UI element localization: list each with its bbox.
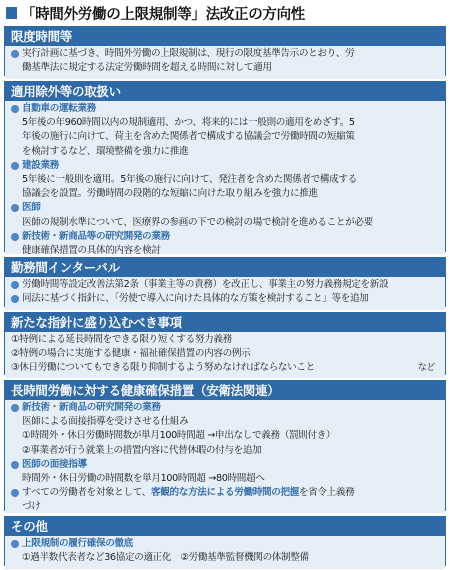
bullet-dot-icon [11, 461, 19, 469]
section-heading: 適用除外等の取扱い [5, 82, 445, 101]
section-new-guidelines: 新たな指針に盛り込むべき事項 ①特例による延長時間をできる限り短くする努力義務 ②特例の場合に実施する健康・福祉確保措置の内容の例示 ③休日労働についてもできる限り抑制するよう努めなければならないこと など [4, 312, 446, 375]
bullet-dot-icon [11, 295, 19, 303]
section-heading: 新たな指針に盛り込むべき事項 [5, 313, 445, 332]
page-title: 「時間外労働の上限規制等」法改正の方向性 [6, 2, 446, 24]
bullet-dot-icon [11, 404, 19, 412]
bullet-dot-icon [11, 233, 19, 241]
bullet-dot-icon [11, 540, 19, 548]
bullet-dot-icon [11, 105, 19, 113]
section-heading: 勤務間インターバル [5, 258, 445, 277]
bullet-dot-icon [11, 489, 19, 497]
bullet-dot-icon [11, 204, 19, 212]
section-limit-hours: 限度時間等 実行計画に基づき、時間外労働の上限規制は、現行の限度基準告示のとおり、労 働基準法に規定する法定労働時間を超える時間に対して適用 [4, 26, 446, 76]
bullet-dot-icon [11, 281, 19, 289]
bullet-dot-icon [11, 50, 19, 58]
section-interval: 勤務間インターバル 労働時間等設定改善法第2条（事業主等の責務）を改正し、事業主の努力義務規定を新設 同法に基づく指針に、「労使で導入に向けた具体的な方策を検討すること」等を追加 [4, 257, 446, 307]
section-health-measures: 長時間労働に対する健康確保措置（安衛法関連） 新技術・新商品の研究開発の業務 医師による面接指導を受けさせる仕組み ①時間外・休日労働時間数が単月100時間超 →申出なしで義務（罰則付き） ②事業者が行う就業上の措置内容に代替休暇の付与を追加 医師の面接指導 時間外・休日労働の時間数を単月100時間超 →80時間超へ すべての労働者を対象として、客観的な方法による労働時間の把握を省令上義務 づけ [4, 380, 446, 511]
section-other: その他 上限規制の履行確保の徹底 ①過半数代表者など36協定の適正化 ②労働基準監督機関の体制整備 [4, 516, 446, 566]
section-heading: 長時間労働に対する健康確保措置（安衛法関連） [5, 381, 445, 400]
section-heading: その他 [5, 517, 445, 536]
bullet-dot-icon [11, 162, 19, 170]
section-heading: 限度時間等 [5, 27, 445, 46]
section-exemptions: 適用除外等の取扱い 自動車の運転業務 5年後の年960時間以内の規制適用、かつ、将来的には一般則の適用をめざす。5 年後の施行に向けて、荷主を含めた関係者で構成する協議会で労働時間の短縮策 を検討するなど、環境整備を強力に推進 建設業務 5年後に一般則を適用。5年後の施行に向けて、発注者を含めた関係者で構成する 協議会を設置。労働時間の段階的な短縮に向けた取り組みを強力に推進 医師 医師の規制水準について、医療界の参画の下での検討の場で検討を進めることが必要 新技術・新商品等の研究開発の業務 健康確保措置の具体的内容を検討 [4, 81, 446, 252]
title-square-icon [6, 7, 17, 19]
